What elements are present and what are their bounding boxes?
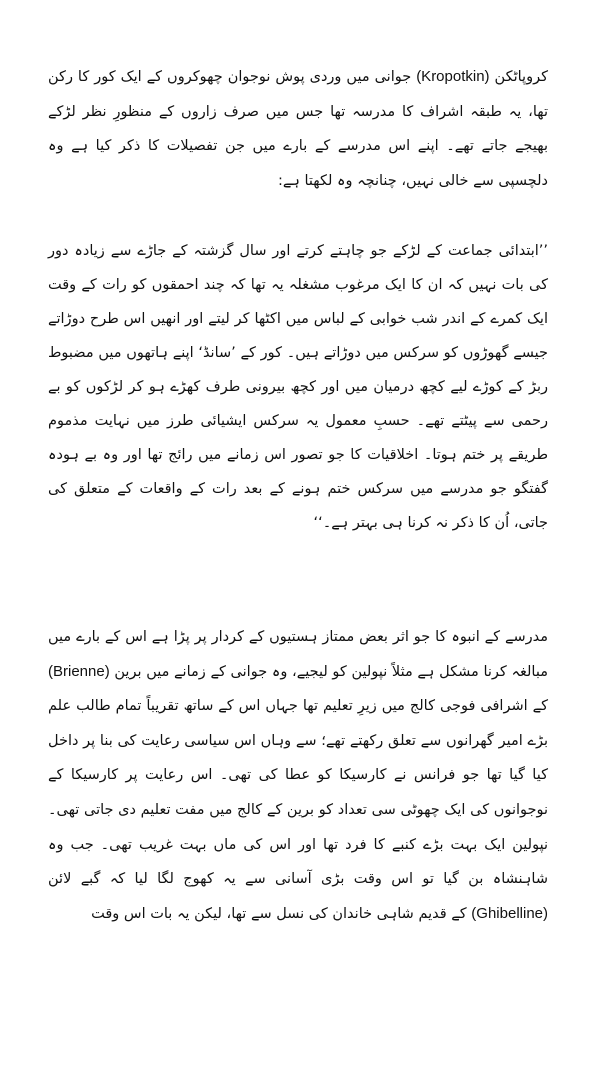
- paragraph-3-text-part-1: مدرسے کے انبوہ کا جو اثر بعض ممتاز ہستیوں کے کردار پر پڑا ہے اس کے بارے میں مبالغہ کرنا مشکل ہے مثلاً نپولین کو لیجیے، وہ جوانی کے زمانے میں برین: [48, 629, 548, 680]
- paragraph-1-text-start: کروپاٹکن: [489, 69, 548, 85]
- term-kropotkin: (Kropotkin): [416, 68, 490, 85]
- paragraph-3-text-part-2: کے اشرافی فوجی کالج میں زیرِ تعلیم تھا جہاں اس کے ساتھ تقریباً تمام طالب علم بڑے امیر گھرانوں سے تعلق رکھتے تھے؛ سے وہاں اس سیاسی رعایت کی بنا پر داخل کیا گیا تھا جو فرانس نے کارسیکا کو عطا کی تھی۔ اس رعایت پر کارسیکا کے نوجوانوں کی ایک چھوٹی سی تعداد کو برین کے کالج میں مفت تعلیم دی جاتی تھی۔ نپولین ایک بہت بڑے کنبے کا فرد تھا اور اس کی ماں بہت غریب تھی۔ جب وہ شاہنشاہ بن گیا تو اس وقت بڑی آسانی سے یہ کھوج لگا لیا کہ گبے لائن: [48, 698, 548, 888]
- paragraph-3-text-part-3: کے قدیم شاہی خاندان کی نسل سے تھا، لیکن یہ بات اس وقت: [91, 905, 472, 922]
- term-ghibelline: (Ghibelline): [471, 904, 548, 922]
- paragraph-kropotkin-intro: [48, 60, 548, 198]
- paragraph-kropotkin-quote: [48, 234, 548, 540]
- paragraph-1-text-end: جوانی میں وردی پوش نوجوان چھوکروں کے ایک کور کا رکن تھا، یہ طبقہ اشراف کا مدرسہ تھا جس میں صرف زاروں کے منظورِ نظر لڑکے بھیجے جاتے تھے۔ اپنے اس مدرسے کے بارے میں جن تفصیلات کا ذکر کیا ہے وہ دلچسپی سے خالی نہیں، چنانچہ وہ لکھتا ہے:: [48, 69, 548, 189]
- term-brienne: (Brienne): [48, 662, 110, 680]
- paragraph-napoleon: [48, 620, 548, 931]
- paragraph-2-text: ’’ابتدائی جماعت کے لڑکے جو چاہتے کرتے اور سال گزشتہ کے جاڑے سے زیادہ دور کی بات نہیں کہ ان کا ایک مرغوب مشغلہ یہ تھا کہ چند احمقوں کو رات کے وقت ایک کمرے کے اندر شب خوابی کے لباس میں اکٹھا کر لیتے اور انھیں اس طرح دوڑاتے جیسے گھوڑوں کو سرکس میں دوڑاتے ہیں۔ کور کے ’سانڈ‘ اپنے ہاتھوں میں مضبوط ربڑ کے کوڑے لیے کچھ درمیان میں اور کچھ بیرونی طرف کھڑے ہو کر لڑکوں کو بے رحمی سے پیٹتے تھے۔ حسبِ معمول یہ سرکس ایشیائی طرز میں نہایت مذموم طریقے پر ختم ہوتا۔ اخلاقیات کا جو تصور اس زمانے میں رائج تھا اور وہ بے ہودہ گفتگو جو مدرسے میں سرکس ختم ہونے کے بعد رات کے واقعات کے متعلق کی جاتی، اُن کا ذکر نہ کرنا ہی بہتر ہے۔‘‘: [48, 243, 548, 531]
